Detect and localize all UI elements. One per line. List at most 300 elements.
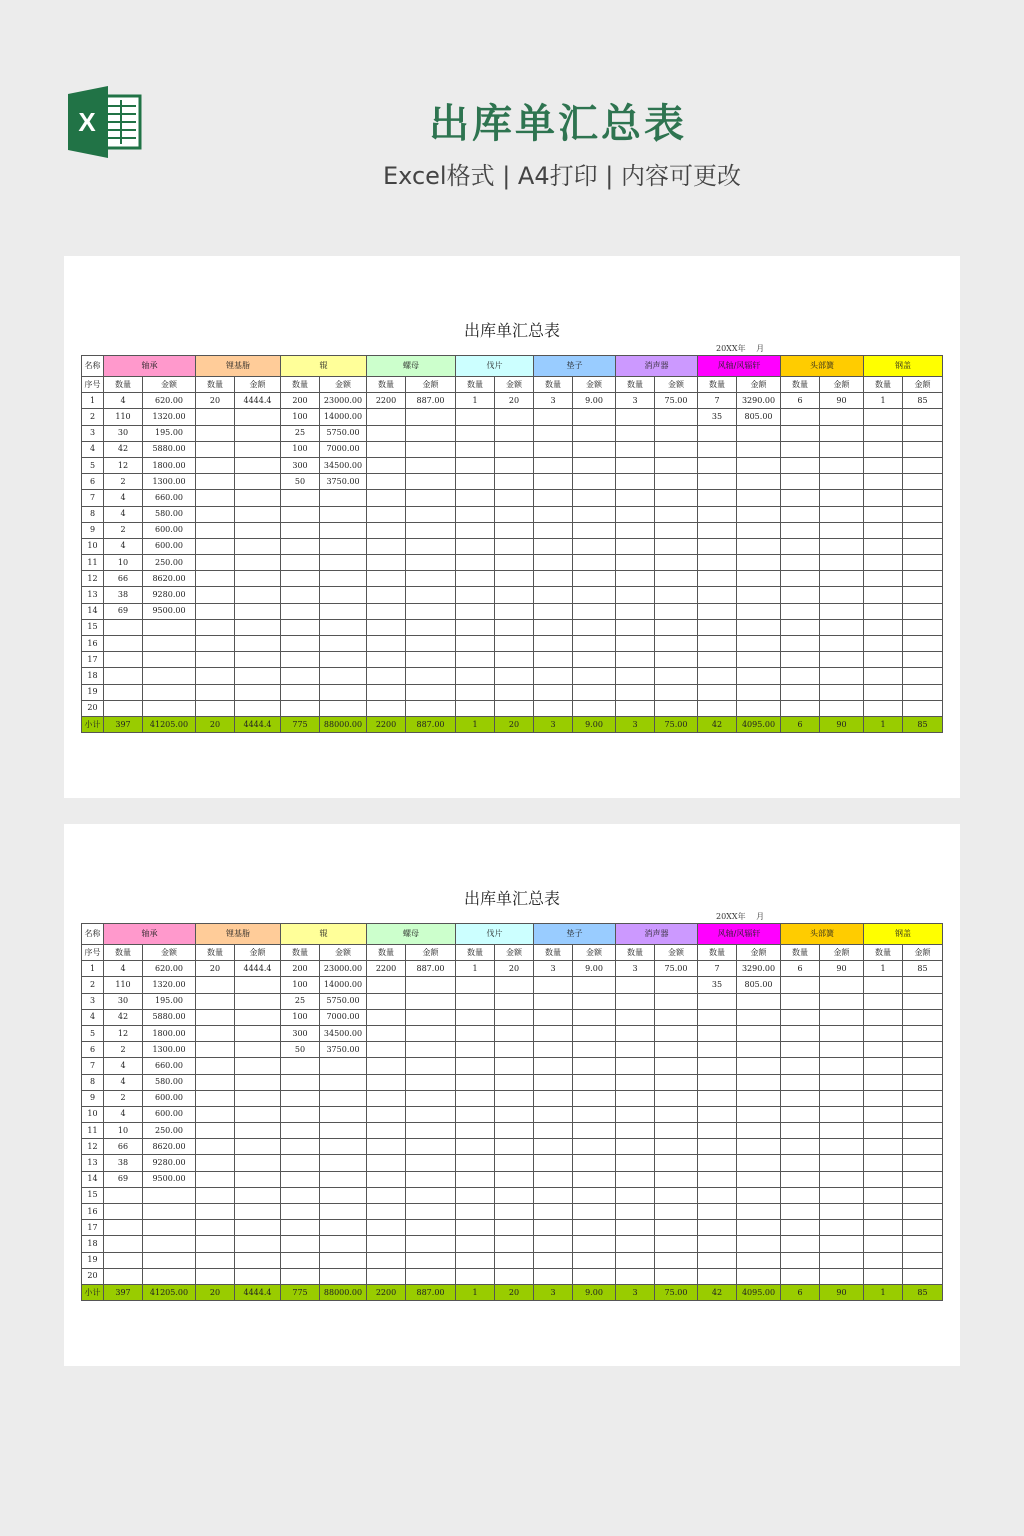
table-cell <box>281 506 320 522</box>
table-cell <box>320 1106 367 1122</box>
row-number: 6 <box>82 1042 104 1058</box>
table-cell <box>698 1236 737 1252</box>
svg-text:X: X <box>78 107 96 137</box>
total-cell: 85 <box>903 716 943 732</box>
table-cell <box>235 1042 281 1058</box>
table-cell <box>367 1009 406 1025</box>
table-cell <box>104 1187 143 1203</box>
table-cell <box>698 636 737 652</box>
table-cell <box>781 1123 820 1139</box>
table-cell <box>104 1252 143 1268</box>
table-cell <box>820 1220 864 1236</box>
table-cell <box>367 1155 406 1171</box>
table-cell <box>698 1025 737 1041</box>
table-cell <box>573 1139 616 1155</box>
category-header: 钢盖 <box>864 924 943 945</box>
table-cell <box>235 1236 281 1252</box>
total-cell: 397 <box>104 1284 143 1300</box>
table-cell: 2 <box>104 1090 143 1106</box>
table-cell: 250.00 <box>143 1123 196 1139</box>
table-cell <box>235 409 281 425</box>
table-cell <box>820 441 864 457</box>
total-cell: 90 <box>820 716 864 732</box>
category-header: 垫子 <box>534 924 616 945</box>
table-cell <box>367 441 406 457</box>
table-cell: 35 <box>698 409 737 425</box>
table-cell <box>534 522 573 538</box>
table-cell: 1 <box>864 961 903 977</box>
row-number: 7 <box>82 1058 104 1074</box>
table-cell <box>655 1042 698 1058</box>
table-cell <box>495 506 534 522</box>
table-cell <box>456 636 495 652</box>
category-header: 辊 <box>281 356 367 377</box>
total-cell: 397 <box>104 716 143 732</box>
table-cell <box>104 1236 143 1252</box>
table-cell <box>864 619 903 635</box>
table-cell: 25 <box>281 993 320 1009</box>
table-cell <box>573 571 616 587</box>
total-cell: 775 <box>281 716 320 732</box>
amount-header: 金额 <box>737 377 781 393</box>
table-cell <box>737 506 781 522</box>
table-cell: 195.00 <box>143 993 196 1009</box>
table-cell <box>781 1074 820 1090</box>
table-cell: 42 <box>104 441 143 457</box>
table-cell <box>781 571 820 587</box>
total-cell: 42 <box>698 1284 737 1300</box>
table-cell <box>737 1187 781 1203</box>
table-cell <box>864 1058 903 1074</box>
table-cell <box>737 1123 781 1139</box>
table-cell <box>495 684 534 700</box>
table-cell <box>235 555 281 571</box>
table-cell <box>367 1025 406 1041</box>
table-cell <box>235 1252 281 1268</box>
table-cell <box>235 506 281 522</box>
total-cell: 6 <box>781 716 820 732</box>
row-number: 19 <box>82 684 104 700</box>
table-cell <box>698 506 737 522</box>
table-row <box>82 506 943 522</box>
total-cell: 90 <box>820 1284 864 1300</box>
table-cell <box>781 490 820 506</box>
table-row <box>82 1025 943 1041</box>
table-cell <box>456 1187 495 1203</box>
table-cell <box>864 1123 903 1139</box>
table-cell <box>534 1074 573 1090</box>
table-cell <box>320 1058 367 1074</box>
table-cell <box>573 1187 616 1203</box>
table-cell <box>235 668 281 684</box>
row-number: 13 <box>82 587 104 603</box>
table-cell <box>235 571 281 587</box>
table-cell <box>616 700 655 716</box>
table-cell <box>737 1139 781 1155</box>
table-cell <box>495 1123 534 1139</box>
table-cell <box>456 1204 495 1220</box>
table-cell <box>104 684 143 700</box>
table-cell: 4 <box>104 506 143 522</box>
table-cell <box>235 636 281 652</box>
table-cell <box>616 668 655 684</box>
table-cell <box>495 668 534 684</box>
table-cell <box>820 555 864 571</box>
table-row <box>82 684 943 700</box>
table-cell <box>616 1187 655 1203</box>
category-header: 头部簧 <box>781 924 864 945</box>
table-cell <box>196 474 235 490</box>
seq-label: 序号 <box>82 945 104 961</box>
table-cell <box>406 538 456 554</box>
table-cell <box>698 668 737 684</box>
table-cell <box>367 1058 406 1074</box>
table-cell <box>573 457 616 473</box>
table-cell: 1300.00 <box>143 1042 196 1058</box>
amount-header: 金额 <box>655 945 698 961</box>
table-cell <box>698 1009 737 1025</box>
total-cell: 85 <box>903 1284 943 1300</box>
table-cell <box>820 1252 864 1268</box>
table-cell <box>406 1042 456 1058</box>
table-cell <box>820 993 864 1009</box>
qty-header: 数量 <box>864 945 903 961</box>
table-cell <box>196 1123 235 1139</box>
name-label: 名称 <box>82 356 104 377</box>
table-cell <box>698 700 737 716</box>
table-cell <box>616 619 655 635</box>
table-row <box>82 1074 943 1090</box>
table-cell <box>456 1220 495 1236</box>
table-row <box>82 961 943 977</box>
table-cell <box>281 652 320 668</box>
table-cell: 4 <box>104 538 143 554</box>
table-row <box>82 700 943 716</box>
table-cell <box>616 1090 655 1106</box>
table-cell <box>456 1009 495 1025</box>
table-cell <box>903 993 943 1009</box>
table-cell <box>903 409 943 425</box>
table-cell <box>737 700 781 716</box>
table-cell <box>235 1268 281 1284</box>
table-cell <box>534 1187 573 1203</box>
table-cell <box>820 522 864 538</box>
table-cell: 4444.4 <box>235 961 281 977</box>
table-cell <box>367 652 406 668</box>
table-cell <box>143 1252 196 1268</box>
table-cell <box>655 993 698 1009</box>
category-header: 风轴/风辐轩 <box>698 356 781 377</box>
table-cell: 200 <box>281 393 320 409</box>
table-cell: 100 <box>281 977 320 993</box>
table-cell <box>534 1204 573 1220</box>
amount-header: 金额 <box>655 377 698 393</box>
table-cell: 23000.00 <box>320 961 367 977</box>
table-cell <box>534 668 573 684</box>
table-cell: 110 <box>104 977 143 993</box>
table-cell <box>320 668 367 684</box>
table-cell <box>495 1106 534 1122</box>
table-cell: 3 <box>534 961 573 977</box>
table-cell <box>367 603 406 619</box>
table-cell <box>320 1090 367 1106</box>
table-cell <box>367 1106 406 1122</box>
table-cell <box>864 652 903 668</box>
table-cell: 20 <box>495 393 534 409</box>
summary-table <box>81 355 943 733</box>
table-cell <box>737 1155 781 1171</box>
table-cell <box>781 1058 820 1074</box>
table-cell <box>495 993 534 1009</box>
table-cell <box>495 587 534 603</box>
qty-header: 数量 <box>196 377 235 393</box>
table-cell <box>573 603 616 619</box>
table-cell <box>864 1009 903 1025</box>
table-cell <box>406 409 456 425</box>
table-cell <box>281 1268 320 1284</box>
table-cell <box>616 1155 655 1171</box>
table-cell <box>281 636 320 652</box>
table-cell <box>367 490 406 506</box>
table-cell <box>573 993 616 1009</box>
table-cell <box>655 668 698 684</box>
table-cell <box>281 1187 320 1203</box>
table-cell <box>737 425 781 441</box>
table-cell <box>864 538 903 554</box>
qty-header: 数量 <box>104 945 143 961</box>
table-cell <box>406 490 456 506</box>
table-cell <box>495 1268 534 1284</box>
row-number: 17 <box>82 1220 104 1236</box>
table-cell <box>655 1025 698 1041</box>
table-cell: 6 <box>781 961 820 977</box>
table-cell <box>864 441 903 457</box>
table-cell: 4 <box>104 1074 143 1090</box>
table-cell <box>573 538 616 554</box>
table-cell <box>781 555 820 571</box>
row-number: 18 <box>82 668 104 684</box>
table-cell <box>196 409 235 425</box>
table-cell <box>534 555 573 571</box>
table-cell <box>495 652 534 668</box>
table-cell <box>781 1187 820 1203</box>
table-cell <box>781 603 820 619</box>
table-cell <box>456 1074 495 1090</box>
table-cell <box>406 457 456 473</box>
total-cell: 20 <box>495 716 534 732</box>
table-cell <box>456 1171 495 1187</box>
table-cell <box>573 474 616 490</box>
table-cell: 5880.00 <box>143 441 196 457</box>
table-cell: 66 <box>104 1139 143 1155</box>
table-row <box>82 1106 943 1122</box>
table-cell <box>573 1074 616 1090</box>
table-cell: 3750.00 <box>320 1042 367 1058</box>
table-cell <box>820 490 864 506</box>
table-cell <box>655 1106 698 1122</box>
table-cell <box>573 425 616 441</box>
table-cell: 30 <box>104 993 143 1009</box>
table-cell <box>820 1268 864 1284</box>
table-cell <box>406 587 456 603</box>
table-cell: 195.00 <box>143 425 196 441</box>
row-number: 1 <box>82 961 104 977</box>
table-cell <box>698 1155 737 1171</box>
table-cell <box>655 409 698 425</box>
table-cell <box>864 506 903 522</box>
total-cell: 20 <box>196 716 235 732</box>
table-cell <box>235 1139 281 1155</box>
row-number: 2 <box>82 977 104 993</box>
table-cell <box>903 652 943 668</box>
table-cell: 10 <box>104 1123 143 1139</box>
table-cell <box>737 522 781 538</box>
total-cell: 3 <box>534 1284 573 1300</box>
table-cell <box>235 457 281 473</box>
table-cell <box>903 1171 943 1187</box>
table-cell: 600.00 <box>143 538 196 554</box>
table-cell <box>456 571 495 587</box>
table-cell <box>864 668 903 684</box>
table-cell <box>655 1155 698 1171</box>
table-cell <box>903 1236 943 1252</box>
table-cell <box>320 1236 367 1252</box>
subheader-row <box>82 945 943 961</box>
table-cell: 660.00 <box>143 1058 196 1074</box>
table-cell <box>616 1058 655 1074</box>
table-cell <box>196 506 235 522</box>
table-cell <box>534 684 573 700</box>
table-cell: 14000.00 <box>320 409 367 425</box>
table-cell <box>820 1058 864 1074</box>
row-number: 10 <box>82 1106 104 1122</box>
table-cell <box>143 1187 196 1203</box>
table-cell: 9500.00 <box>143 1171 196 1187</box>
table-cell <box>573 700 616 716</box>
table-cell <box>655 700 698 716</box>
table-cell <box>406 684 456 700</box>
table-cell <box>698 1171 737 1187</box>
table-cell <box>616 409 655 425</box>
table-cell <box>903 506 943 522</box>
table-cell <box>143 636 196 652</box>
table-cell <box>196 1058 235 1074</box>
table-cell <box>406 441 456 457</box>
table-cell <box>698 993 737 1009</box>
table-cell <box>573 1155 616 1171</box>
table-cell <box>281 1171 320 1187</box>
table-cell <box>534 1171 573 1187</box>
table-cell <box>320 1139 367 1155</box>
table-cell <box>573 684 616 700</box>
table-cell <box>781 1139 820 1155</box>
table-cell <box>698 1220 737 1236</box>
table-cell <box>367 993 406 1009</box>
table-cell <box>456 1025 495 1041</box>
table-cell <box>367 619 406 635</box>
total-cell: 2200 <box>367 716 406 732</box>
table-cell <box>456 490 495 506</box>
table-cell <box>534 1009 573 1025</box>
table-cell <box>781 425 820 441</box>
table-cell <box>820 1123 864 1139</box>
table-cell <box>196 441 235 457</box>
table-cell <box>534 1139 573 1155</box>
table-cell <box>143 1204 196 1220</box>
table-cell: 9500.00 <box>143 603 196 619</box>
table-row <box>82 1252 943 1268</box>
table-cell <box>196 1074 235 1090</box>
table-cell <box>534 1155 573 1171</box>
table-cell <box>903 587 943 603</box>
table-cell <box>903 522 943 538</box>
table-cell <box>456 668 495 684</box>
table-cell <box>495 490 534 506</box>
total-row <box>82 716 943 732</box>
table-cell <box>781 538 820 554</box>
table-cell: 6 <box>781 393 820 409</box>
table-cell <box>406 1009 456 1025</box>
table-cell <box>781 668 820 684</box>
table-cell <box>534 652 573 668</box>
row-number: 3 <box>82 425 104 441</box>
table-cell: 7 <box>698 393 737 409</box>
table-cell <box>534 1090 573 1106</box>
table-cell <box>864 993 903 1009</box>
qty-header: 数量 <box>534 945 573 961</box>
table-cell <box>698 1123 737 1139</box>
table-cell <box>495 538 534 554</box>
table-cell: 7 <box>698 961 737 977</box>
table-cell <box>235 977 281 993</box>
table-cell <box>196 636 235 652</box>
table-cell <box>820 1204 864 1220</box>
table-cell <box>781 1155 820 1171</box>
table-cell <box>903 1090 943 1106</box>
table-cell <box>820 571 864 587</box>
table-cell: 600.00 <box>143 1090 196 1106</box>
table-cell <box>406 1090 456 1106</box>
table-cell <box>737 457 781 473</box>
table-cell <box>196 1220 235 1236</box>
table-cell <box>534 700 573 716</box>
total-cell: 775 <box>281 1284 320 1300</box>
table-cell <box>235 490 281 506</box>
table-cell <box>616 1220 655 1236</box>
amount-header: 金额 <box>143 377 196 393</box>
amount-header: 金额 <box>573 945 616 961</box>
table-cell <box>235 1204 281 1220</box>
table-cell <box>903 1106 943 1122</box>
table-cell: 620.00 <box>143 961 196 977</box>
table-cell <box>781 1106 820 1122</box>
table-row <box>82 993 943 1009</box>
table-cell <box>573 1123 616 1139</box>
table-cell <box>406 474 456 490</box>
table-row <box>82 1155 943 1171</box>
table-cell <box>495 1187 534 1203</box>
table-cell <box>616 993 655 1009</box>
table-cell <box>456 425 495 441</box>
table-cell <box>495 1139 534 1155</box>
table-cell <box>698 1058 737 1074</box>
table-cell <box>820 1106 864 1122</box>
table-cell <box>367 1220 406 1236</box>
table-cell <box>196 1106 235 1122</box>
table-cell <box>820 636 864 652</box>
table-cell <box>698 490 737 506</box>
table-cell <box>737 684 781 700</box>
